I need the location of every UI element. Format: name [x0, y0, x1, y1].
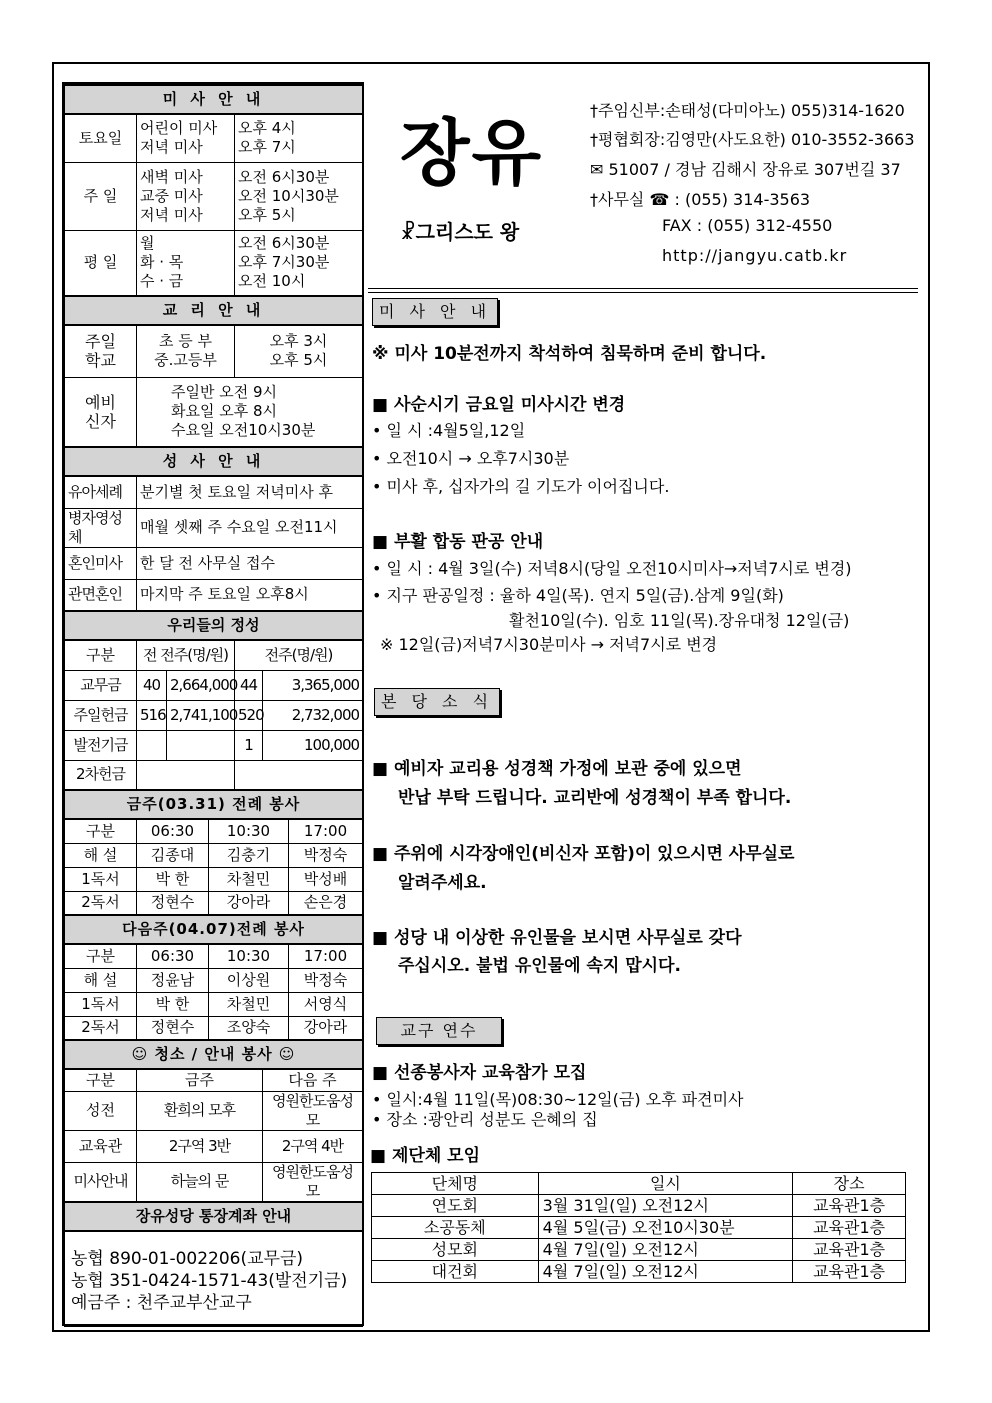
- liturgy-person: 정현수: [137, 1016, 209, 1040]
- offering-amount: 2,732,000: [263, 700, 363, 730]
- pastor-info: †주임신부:손태성(다미아노) 055)314-1620: [590, 101, 905, 120]
- offering-count: 1: [235, 730, 263, 760]
- liturgy-person: 차철민: [209, 867, 289, 891]
- notice-line: • 지구 판공일정 : 율하 4일(목). 연지 5일(금).삼계 9일(화): [372, 586, 784, 605]
- mass-day: 주 일: [65, 162, 137, 230]
- mass-title: 미 사 안 내: [65, 85, 363, 114]
- tab-mass: 미 사 안 내: [372, 298, 498, 326]
- liturgy-person: 박성배: [289, 867, 363, 891]
- cleaning-head: 다음 주: [263, 1069, 363, 1091]
- meeting-time: 4월 5일(금) 오전10시30분: [538, 1217, 793, 1239]
- liturgy-role: 1독서: [65, 992, 137, 1016]
- meetings-head: 단체명: [372, 1173, 539, 1195]
- cleaning-area: 성전: [65, 1091, 137, 1130]
- meetings-table: [371, 1172, 906, 1283]
- office-phone: †사무실 ☎ : (055) 314-3563: [590, 190, 811, 209]
- notice-heading: ■ 부활 합동 판공 안내: [372, 532, 544, 552]
- liturgy-head: 구분: [65, 819, 137, 843]
- meeting-place: 교육관1층: [793, 1239, 906, 1261]
- notice-line: • 오전10시 → 오후7시30분: [372, 449, 570, 468]
- liturgy-head: 10:30: [209, 819, 289, 843]
- tab-diocese-training: 교구 연수: [376, 1017, 502, 1045]
- offering-title: 우리들의 정성: [65, 611, 363, 640]
- header-divider: [368, 288, 918, 289]
- sacrament-value: 매월 셋째 주 수요일 오전11시: [137, 508, 363, 547]
- liturgy-person: 강아라: [209, 891, 289, 915]
- mass-time: 오전 10시: [238, 272, 306, 291]
- news-line: 주십시오. 불법 유인물에 속지 맙시다.: [398, 956, 681, 976]
- cleaning-area: 교육관: [65, 1130, 137, 1162]
- cleaning-group: 영원한도움성모: [263, 1091, 363, 1130]
- cleaning-group: 영원한도움성모: [263, 1162, 363, 1202]
- bank-account: 농협 890-01-002206(교무금): [71, 1248, 304, 1269]
- mass-name: 저녁 미사: [140, 205, 203, 224]
- grade-time: 오후 3시: [269, 332, 328, 351]
- address: ✉ 51007 / 경남 김해시 장유로 307번길 37: [590, 160, 901, 179]
- catechumen-class: 화요일 오후 8시: [171, 402, 278, 421]
- bank-title: 장유성당 통장계좌 안내: [65, 1202, 363, 1231]
- meeting-time: 4월 7일(일) 오전12시: [538, 1261, 793, 1283]
- offering-amount: 3,365,000: [263, 670, 363, 700]
- tab-parish-news: 본 당 소 식: [374, 688, 500, 716]
- mass-time: 오전 6시30분: [238, 167, 330, 186]
- liturgy-head: 06:30: [137, 944, 209, 968]
- offering-kind: 2차헌금: [65, 760, 137, 790]
- offering-count: [137, 730, 167, 760]
- mass-time: 오후 5시: [238, 205, 296, 224]
- liturgy-head: 17:00: [289, 819, 363, 843]
- mass-name: 교중 미사: [140, 186, 203, 205]
- meeting-place: 교육관1층: [793, 1195, 906, 1217]
- liturgy-person: 박정숙: [289, 968, 363, 992]
- liturgy-person: 정윤남: [137, 968, 209, 992]
- liturgy-head: 06:30: [137, 819, 209, 843]
- cleaning-head: 구분: [65, 1069, 137, 1091]
- meeting-time: 4월 7일(일) 오전12시: [538, 1239, 793, 1261]
- sacrament-key: 관면혼인: [65, 579, 137, 611]
- sacrament-key: 혼인미사: [65, 547, 137, 579]
- liturgy-role: 해 설: [65, 968, 137, 992]
- sacrament-key: 병자영성체: [65, 508, 137, 547]
- training-line: • 장소 :광안리 성분도 은혜의 집: [372, 1110, 598, 1129]
- offering-head: 전주(명/원): [235, 640, 363, 670]
- cleaning-group: 하늘의 문: [137, 1162, 263, 1202]
- liturgy-person: 박 한: [137, 867, 209, 891]
- notice-line: ※ 12일(금)저녁7시30분미사 → 저녁7시로 변경: [380, 635, 718, 654]
- liturgy-person: 정현수: [137, 891, 209, 915]
- liturgy-person: 손은경: [289, 891, 363, 915]
- grade: 중.고등부: [154, 351, 217, 370]
- offering-count: 40: [137, 670, 167, 700]
- notice-line: • 일 시 :4월5일,12일: [372, 421, 526, 440]
- mass-name: 수 · 금: [140, 272, 184, 291]
- liturgy-person: 박정숙: [289, 843, 363, 867]
- news-line: 알려주세요.: [398, 873, 487, 893]
- mass-time: 오전 6시30분: [238, 234, 330, 253]
- bank-holder: 예금주 : 천주교부산교구: [71, 1292, 252, 1313]
- sacrament-value: 마지막 주 토요일 오후8시: [137, 579, 363, 611]
- offering-count: 516: [137, 700, 167, 730]
- liturgy-person: 이상원: [209, 968, 289, 992]
- offering-kind: 발전기금: [65, 730, 137, 760]
- offering-amount: 100,000: [263, 730, 363, 760]
- fax: FAX : (055) 312-4550: [662, 216, 833, 235]
- liturgy-head: 17:00: [289, 944, 363, 968]
- table-row: [372, 1261, 906, 1283]
- grade: 초 등 부: [158, 332, 212, 351]
- mass-day: 평 일: [65, 230, 137, 296]
- sunday-school-label: 주일 학교: [65, 325, 137, 377]
- council-info: †평협회장:김영만(사도요한) 010-3552-3663: [590, 130, 915, 149]
- sacrament-value: 분기별 첫 토요일 저녁미사 후: [137, 476, 363, 508]
- doctrine-title: 교 리 안 내: [65, 296, 363, 325]
- mass-name: 저녁 미사: [140, 138, 203, 157]
- cleaning-group: 2구역 4반: [263, 1130, 363, 1162]
- mass-name: 화 · 목: [140, 253, 184, 272]
- group-name: 소공동체: [372, 1217, 539, 1239]
- liturgy-person: 김충기: [209, 843, 289, 867]
- notice-line: • 일 시 : 4월 3일(수) 저녁8시(당일 오전10시미사→저녁7시로 변경): [372, 559, 852, 578]
- news-line: ■ 예비자 교리용 성경책 가정에 보관 중에 있으면: [372, 759, 742, 779]
- cleaning-group: 환희의 모후: [137, 1091, 263, 1130]
- meeting-place: 교육관1층: [793, 1261, 906, 1283]
- notice-line: • 미사 후, 십자가의 길 기도가 이어집니다.: [372, 477, 670, 496]
- bulletin-subtitle: ☧그리스도 왕: [400, 220, 520, 244]
- mass-name: 새벽 미사: [140, 167, 203, 186]
- offering-amount: [235, 760, 363, 790]
- notice-line: 활천10일(수). 임호 11일(목).장유대청 12일(금): [509, 611, 850, 630]
- bank-account: 농협 351-0424-1571-43(발전기금): [71, 1270, 348, 1291]
- news-line: ■ 주위에 시각장애인(비신자 포함)이 있으시면 사무실로: [372, 844, 795, 864]
- liturgy-head: 구분: [65, 944, 137, 968]
- offering-amount: [167, 730, 235, 760]
- left-column: [62, 82, 364, 1326]
- liturgy-person: 강아라: [289, 1016, 363, 1040]
- table-row: [372, 1239, 906, 1261]
- header-divider: [368, 292, 918, 293]
- liturgy-role: 2독서: [65, 891, 137, 915]
- liturgy-person: 조양숙: [209, 1016, 289, 1040]
- sacrament-key: 유아세례: [65, 476, 137, 508]
- offering-count: 520: [235, 700, 263, 730]
- cleaning-area: 미사안내: [65, 1162, 137, 1202]
- meeting-time: 3월 31일(일) 오전12시: [538, 1195, 793, 1217]
- liturgy-head: 10:30: [209, 944, 289, 968]
- mass-time: 오전 10시30분: [238, 186, 339, 205]
- cleaning-group: 2구역 3반: [137, 1130, 263, 1162]
- catechumen-class: 주일반 오전 9시: [171, 383, 278, 402]
- notice-heading: ■ 사순시기 금요일 미사시간 변경: [372, 395, 626, 415]
- liturgy-role: 1독서: [65, 867, 137, 891]
- training-line: • 일시:4월 11일(목)08:30~12일(금) 오후 파견미사: [372, 1090, 744, 1109]
- offering-count: 44: [235, 670, 263, 700]
- liturgy-person: 서영식: [289, 992, 363, 1016]
- table-row: [372, 1217, 906, 1239]
- liturgy-role: 2독서: [65, 1016, 137, 1040]
- news-line: 반납 부탁 드립니다. 교리반에 성경책이 부족 합니다.: [398, 788, 792, 808]
- meetings-head: 일시: [538, 1173, 793, 1195]
- meetings-head: 장소: [793, 1173, 906, 1195]
- bulletin-title: 장유: [400, 110, 544, 195]
- mass-time: 오후 7시30분: [238, 253, 330, 272]
- offering-head: 전 전주(명/원): [137, 640, 235, 670]
- offering-amount: 2,741,100: [167, 700, 235, 730]
- mass-time: 오후 4시: [238, 119, 296, 138]
- next-week-title: 다음주(04.07)전례 봉사: [65, 915, 363, 944]
- offering-kind: 주일헌금: [65, 700, 137, 730]
- grade-time: 오후 5시: [269, 351, 328, 370]
- mass-time: 오후 7시: [238, 138, 296, 157]
- catechumen-label: 예비 신자: [65, 377, 137, 447]
- liturgy-person: 박 한: [137, 992, 209, 1016]
- group-name: 연도회: [372, 1195, 539, 1217]
- meetings-heading: ■ 제단체 모임: [370, 1146, 481, 1166]
- mass-name: 월: [140, 234, 155, 253]
- group-name: 대건회: [372, 1261, 539, 1283]
- group-name: 성모회: [372, 1239, 539, 1261]
- offering-amount: 2,664,000: [167, 670, 235, 700]
- offering-kind: 교무금: [65, 670, 137, 700]
- liturgy-person: 김종대: [137, 843, 209, 867]
- catechumen-class: 수요일 오전10시30분: [171, 421, 316, 440]
- notice-line: ※ 미사 10분전까지 착석하여 침묵하며 준비 합니다.: [372, 344, 767, 364]
- cleaning-head: 금주: [137, 1069, 263, 1091]
- table-row: [372, 1195, 906, 1217]
- news-line: ■ 성당 내 이상한 유인물을 보시면 사무실로 갖다: [372, 928, 742, 948]
- sacrament-value: 한 달 전 사무실 접수: [137, 547, 363, 579]
- mass-day: 토요일: [65, 114, 137, 162]
- cleaning-title: ☺ 청소 / 안내 봉사 ☺: [65, 1040, 363, 1069]
- offering-amount: [137, 760, 235, 790]
- training-heading: ■ 선종봉사자 교육참가 모집: [372, 1063, 587, 1083]
- offering-head: 구분: [65, 640, 137, 670]
- sacrament-title: 성 사 안 내: [65, 447, 363, 476]
- this-week-title: 금주(03.31) 전례 봉사: [65, 790, 363, 819]
- meeting-place: 교육관1층: [793, 1217, 906, 1239]
- liturgy-role: 해 설: [65, 843, 137, 867]
- website-link[interactable]: http://jangyu.catb.kr: [662, 246, 848, 265]
- liturgy-person: 차철민: [209, 992, 289, 1016]
- left-table: [64, 84, 363, 1327]
- mass-name: 어린이 미사: [140, 119, 218, 138]
